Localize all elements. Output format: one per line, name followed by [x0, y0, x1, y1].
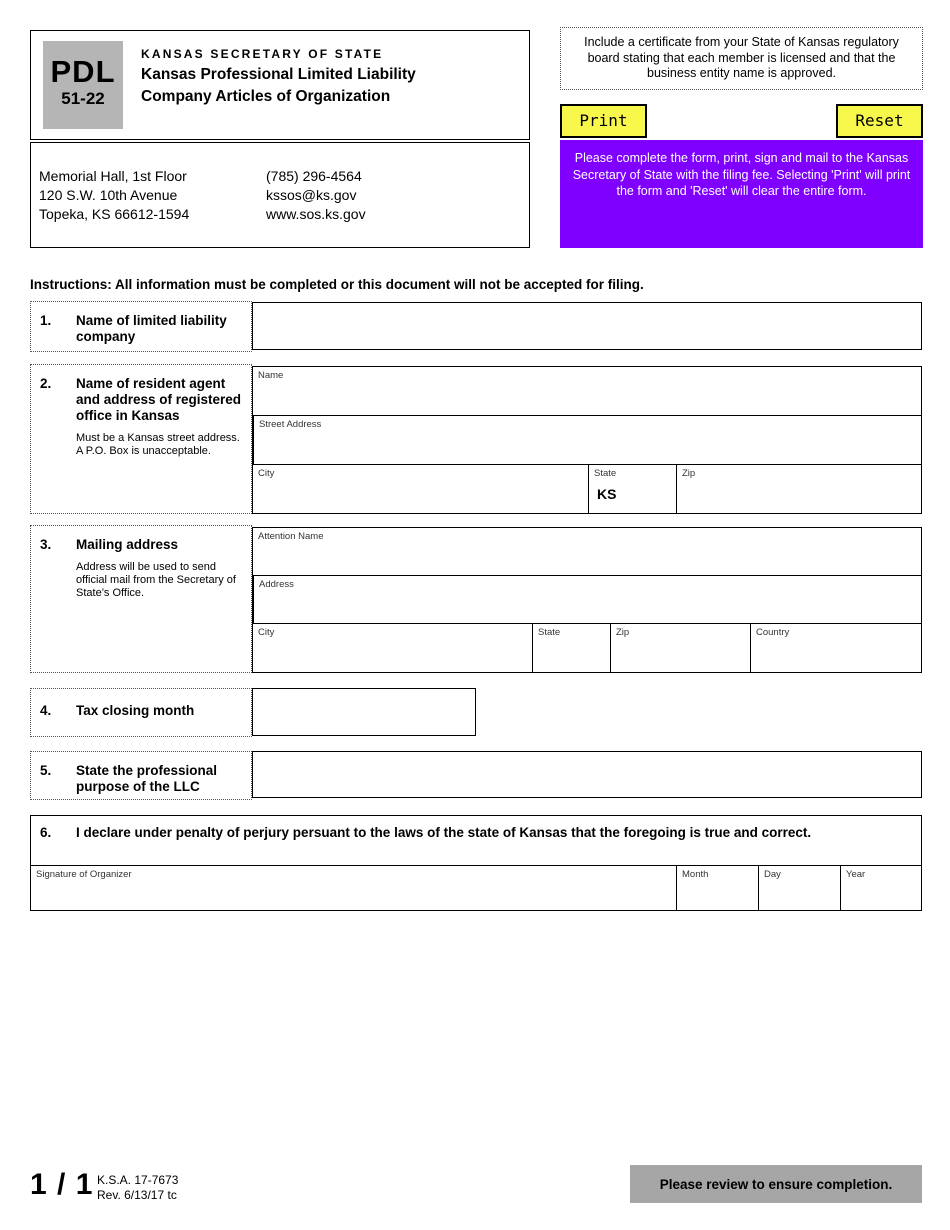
review-notice-box: [630, 1165, 922, 1203]
agent-name-label: Name: [258, 370, 284, 381]
mailing-country-field[interactable]: [750, 624, 921, 672]
mailing-state-field[interactable]: [532, 624, 610, 672]
item6-number: 6.: [40, 825, 52, 840]
address-line3: Topeka, KS 66612-1594: [39, 206, 190, 222]
llc-name-field[interactable]: [252, 302, 922, 350]
item1-label: Name of limited liability company: [76, 313, 227, 344]
mailing-state-label: State: [538, 627, 561, 638]
month-label: Month: [682, 869, 709, 880]
form-code-badge: [43, 41, 123, 129]
form-number: 51-22: [61, 89, 105, 108]
signature-field[interactable]: [31, 866, 676, 910]
item5-label-cell: [30, 751, 252, 800]
agent-state-field[interactable]: [588, 465, 676, 513]
professional-purpose-field[interactable]: [252, 751, 922, 798]
contact-phone: (785) 296-4564: [266, 168, 362, 184]
reset-button-wrap: [836, 104, 923, 138]
item2-number: 2.: [40, 376, 52, 391]
certificate-note: Include a certificate from your State of Kansas regulatory board stating that each member is licensed and that the business entity name is approved.: [584, 35, 899, 80]
item2-label-cell: [30, 364, 252, 514]
agent-city-field[interactable]: [253, 465, 588, 513]
document-title-line2: Company Articles of Organization: [141, 88, 391, 105]
item2-label: Name of resident agent and address of registered office in Kansas: [76, 376, 242, 423]
reset-button[interactable]: Reset: [836, 104, 923, 138]
signature-label: Signature of Organizer: [36, 869, 132, 880]
item1-number: 1.: [40, 313, 52, 328]
item3-number: 3.: [40, 537, 52, 552]
item6-label: I declare under penalty of perjury persuant to the laws of the state of Kansas that the foregoing is true and correct.: [76, 825, 812, 840]
item4-number: 4.: [40, 703, 52, 718]
year-field[interactable]: [840, 866, 921, 910]
item2-note: Must be a Kansas street address. A P.O. Box is unacceptable.: [76, 432, 240, 457]
mailing-zip-label: Zip: [616, 627, 630, 638]
revision-note: Rev. 6/13/17 tc: [97, 1188, 177, 1202]
contact-website: www.sos.ks.gov: [266, 206, 366, 222]
mailing-country-label: Country: [756, 627, 790, 638]
mailing-street-label: Address: [259, 579, 294, 590]
agent-address-group: [252, 366, 922, 514]
header-contact-box: [30, 142, 530, 248]
page-indicator: 1 / 1: [30, 1168, 94, 1201]
year-label: Year: [846, 869, 866, 880]
agent-city-label: City: [258, 468, 275, 479]
mailing-zip-field[interactable]: [610, 624, 750, 672]
form-code: PDL: [50, 54, 116, 89]
day-label: Day: [764, 869, 781, 880]
agent-state-label: State: [594, 468, 617, 479]
header-title-box: [30, 30, 530, 140]
item4-label: Tax closing month: [76, 703, 195, 718]
mailing-street-field[interactable]: [253, 576, 921, 624]
item3-label-cell: [30, 525, 252, 673]
declaration-header: [31, 816, 921, 865]
mail-instructions-box: [560, 140, 923, 248]
mailing-address-group: [252, 527, 922, 673]
agent-zip-field[interactable]: [676, 465, 921, 513]
tax-closing-month-field[interactable]: [252, 688, 476, 736]
contact-address: [39, 167, 189, 224]
contact-email: kssos@ks.gov: [266, 187, 357, 203]
mailing-city-label: City: [258, 627, 275, 638]
item5-label: State the professional purpose of the LLC: [76, 763, 218, 794]
agent-name-field[interactable]: [253, 367, 921, 416]
agent-state-value: KS: [597, 486, 617, 502]
item3-label: Mailing address: [76, 537, 179, 552]
agent-street-label: Street Address: [259, 419, 322, 430]
mailing-attention-label: Attention Name: [258, 531, 324, 542]
mailing-city-field[interactable]: [253, 624, 532, 672]
certificate-note-box: [560, 27, 923, 90]
agent-street-field[interactable]: [253, 416, 921, 465]
day-field[interactable]: [758, 866, 840, 910]
instructions-line: Instructions: All information must be completed or this document will not be accepted for filing.: [30, 277, 644, 292]
footer-legal: [97, 1173, 178, 1203]
statute-reference: K.S.A. 17-7673: [97, 1173, 179, 1187]
mail-instructions: Please complete the form, print, sign and mail to the Kansas Secretary of State with the filing fee. Selecting 'Print' will print the form and 'Reset' will clear the entire form.: [572, 151, 911, 198]
address-line1: Memorial Hall, 1st Floor: [39, 168, 187, 184]
print-button-wrap: [560, 104, 647, 138]
review-notice: Please review to ensure completion.: [659, 1176, 893, 1192]
item5-number: 5.: [40, 763, 52, 778]
item4-label-cell: [30, 688, 252, 737]
month-field[interactable]: [676, 866, 758, 910]
agent-zip-label: Zip: [682, 468, 696, 479]
agency-name: KANSAS SECRETARY OF STATE: [141, 47, 384, 61]
declaration-box: [30, 815, 922, 911]
print-button[interactable]: Print: [560, 104, 647, 138]
item1-label-cell: [30, 301, 252, 352]
document-title-line1: Kansas Professional Limited Liability: [141, 66, 416, 83]
item3-note: Address will be used to send official mail from the Secretary of State’s Office.: [76, 561, 236, 599]
contact-methods: [266, 167, 366, 224]
address-line2: 120 S.W. 10th Avenue: [39, 187, 178, 203]
mailing-attention-field[interactable]: [253, 528, 921, 576]
